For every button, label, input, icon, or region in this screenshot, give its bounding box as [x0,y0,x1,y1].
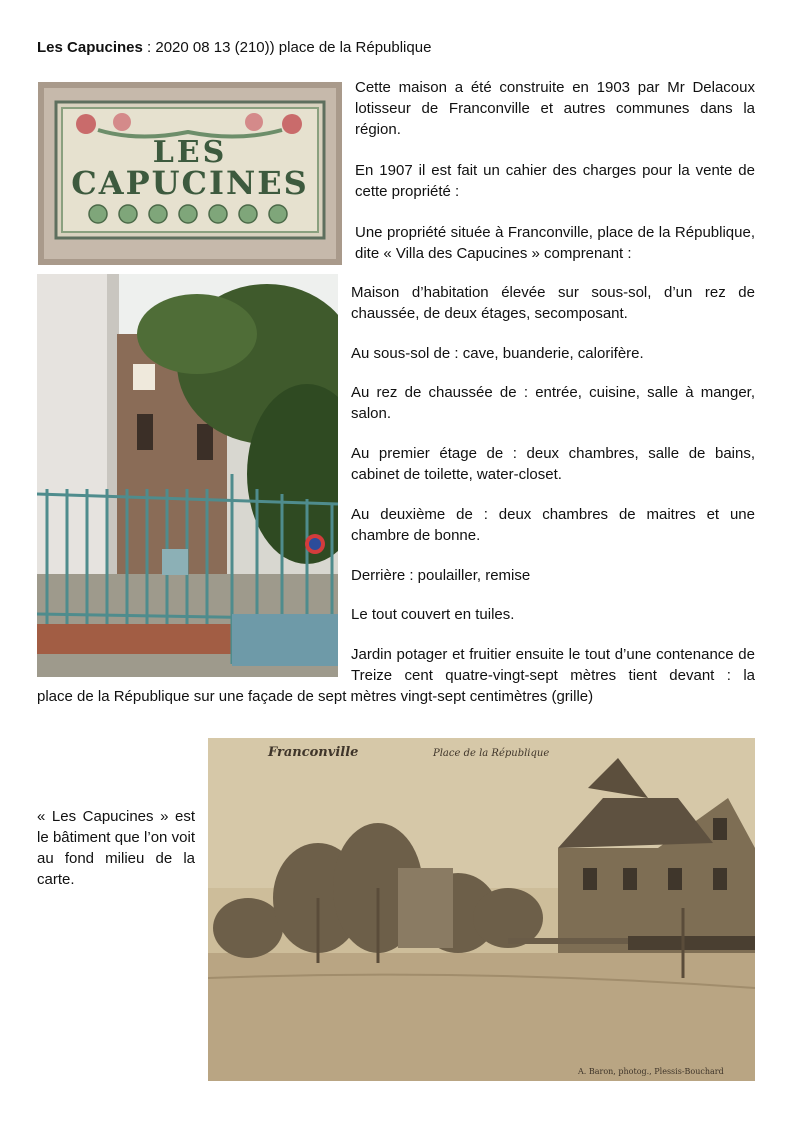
postcard-image [208,738,755,1081]
paragraph: place de la République sur une façade de sept mètres vingt-sept centimètres (grille) [37,688,594,705]
postcard-place: Place de la République [433,748,550,759]
page-title [37,37,431,58]
paragraph: Une propriété située à Franconville, place de la République, dite « Villa des Capucines » comprenant : [355,224,755,262]
paragraph: Au sous-sol de : cave, buanderie, calorifère. [351,345,644,362]
paragraph: En 1907 il est fait un cahier des charges pour la vente de cette propriété : [355,162,755,200]
title-rest: : 2020 08 13 (210)) place de la République [142,39,432,56]
house-photo [37,274,338,677]
paragraph: Jardin potager et fruitier ensuite le tout d’une contenance de Treize cent quatre-vingt-sept mètres tient devant : la [351,646,755,684]
paragraph: Au premier étage de : deux chambres, salle de bains, cabinet de toilette, water-closet. [351,445,755,483]
postcard-town: Franconville [268,745,359,760]
paragraph: Maison d’habitation élevée sur sous-sol, d’un rez de chaussée, de deux étages, secomposant. [351,284,755,322]
tile-logo-text: LES [152,135,228,170]
ceramic-sign-image [38,82,342,265]
paragraph: Le tout couvert en tuiles. [351,606,515,623]
paragraph: Cette maison a été construite en 1903 par Mr Delacoux lotisseur de Franconville et autres communes dans la région. [355,79,755,138]
paragraph: Au deuxième de : deux chambres de maitres et une chambre de bonne. [351,506,755,544]
postcard-credit: A. Baron, photog., Plessis-Bouchard [578,1067,724,1076]
title-bold: Les Capucines [37,39,143,56]
paragraph: Derrière : poulailler, remise [351,567,531,584]
paragraph: Au rez de chaussée de : entrée, cuisine, salle à manger, salon. [351,384,755,422]
postcard-caption: « Les Capucines » est le bâtiment que l’on voit au fond milieu de la carte. [37,808,195,888]
svg-text:CAPUCINES: CAPUCINES [71,164,309,202]
